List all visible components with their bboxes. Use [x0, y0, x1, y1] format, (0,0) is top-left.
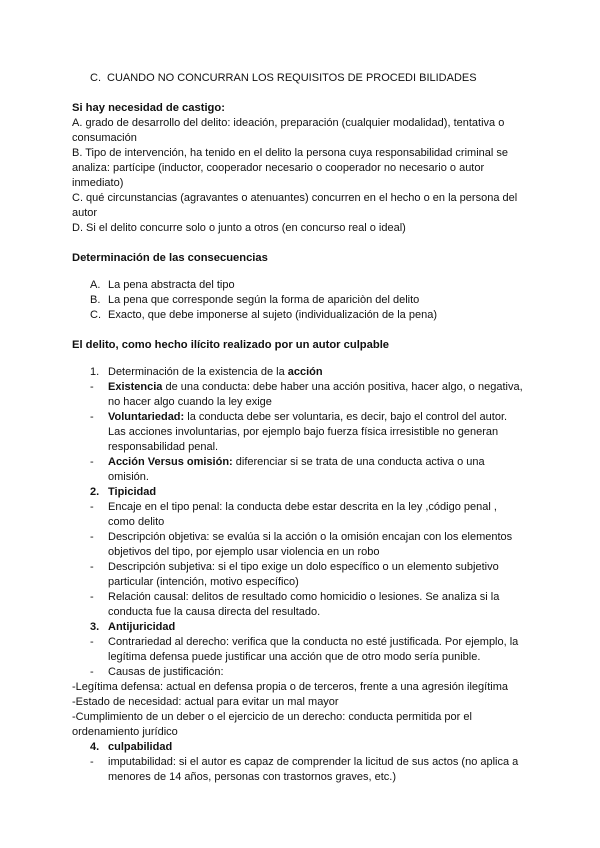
- list-marker: 2.: [90, 486, 100, 498]
- dash-bullet: -: [90, 636, 94, 648]
- list-item-text: responsabilidad penal.: [108, 441, 219, 453]
- paragraph-line: -Legítima defensa: actual en defensa propia o de terceros, frente a una agresión ilegítima: [72, 681, 508, 693]
- dash-bullet: -: [90, 591, 94, 603]
- list-item-text: Exacto, que debe imponerse al sujeto (individualización de la pena): [108, 309, 437, 321]
- list-item-text: Relación causal: delitos de resultado como homicidio o lesiones. Se analiza si la: [108, 591, 500, 603]
- list-marker: 4.: [90, 741, 100, 753]
- list-item-text: La pena abstracta del tipo: [108, 279, 235, 291]
- paragraph-line: ordenamiento jurídico: [72, 726, 178, 738]
- dash-bullet: -: [90, 561, 94, 573]
- list-item-text: Tipicidad: [108, 486, 157, 498]
- dash-bullet: -: [90, 411, 94, 423]
- list-item-text: Determinación de la existencia de la acción: [108, 366, 323, 378]
- dash-bullet: -: [90, 381, 94, 393]
- paragraph-line: A. grado de desarrollo del delito: ideación, preparación (cualquier modalidad), tentativa o: [72, 117, 505, 129]
- list-item-text: Encaje en el tipo penal: la conducta debe estar descrita en la ley ,código penal ,: [108, 501, 497, 513]
- section-heading: Si hay necesidad de castigo:: [72, 102, 225, 114]
- list-item-text: CUANDO NO CONCURRAN LOS REQUISITOS DE PROCEDI BILIDADES: [107, 72, 477, 84]
- list-item-text: La pena que corresponde según la forma de apariciòn del delito: [108, 294, 420, 306]
- list-item-text: Acción Versus omisión: diferenciar si se trata de una conducta activa o una: [108, 456, 485, 468]
- paragraph-line: -Estado de necesidad: actual para evitar un mal mayor: [72, 696, 339, 708]
- list-marker: A.: [90, 279, 101, 291]
- list-item-text: particular (intención, motivo específico): [108, 576, 299, 588]
- list-item-text: omisión.: [108, 471, 149, 483]
- paragraph-line: -Cumplimiento de un deber o el ejercicio de un derecho: conducta permitida por el: [72, 711, 472, 723]
- list-item-text: Existencia de una conducta: debe haber una acción positiva, hacer algo, o negativa,: [108, 381, 523, 393]
- list-marker: 1.: [90, 366, 100, 378]
- list-item-text: Descripción subjetiva: si el tipo exige un dolo específico o un elemento subjetivo: [108, 561, 499, 573]
- paragraph-line: consumación: [72, 132, 137, 144]
- list-marker: C.: [90, 309, 101, 321]
- dash-bullet: -: [90, 456, 94, 468]
- list-item-text: menores de 14 años, personas con trastornos graves, etc.): [108, 771, 396, 783]
- list-item-text: objetivos del tipo, por ejemplo usar violencia en un robo: [108, 546, 380, 558]
- list-item-text: culpabilidad: [108, 741, 173, 753]
- list-item-text: Las acciones involuntarias, por ejemplo bajo fuerza física irresistible no generan: [108, 426, 499, 438]
- list-item-text: no hacer algo cuando la ley exige: [108, 396, 272, 408]
- dash-bullet: -: [90, 756, 94, 768]
- paragraph-line: inmediato): [72, 177, 124, 189]
- list-item-text: Voluntariedad: la conducta debe ser voluntaria, es decir, bajo el control del autor.: [108, 411, 508, 423]
- list-marker: 3.: [90, 621, 100, 633]
- dash-bullet: -: [90, 666, 94, 678]
- list-item-text: Contrariedad al derecho: verifica que la conducta no esté justificada. Por ejemplo, la: [108, 636, 519, 648]
- list-item-text: Descripción objetiva: se evalúa si la acción o la omisión encajan con los elementos: [108, 531, 513, 543]
- dash-bullet: -: [90, 531, 94, 543]
- list-marker: C.: [90, 72, 101, 84]
- list-marker: B.: [90, 294, 101, 306]
- list-item-text: imputabilidad: si el autor es capaz de comprender la licitud de sus actos (no aplica a: [108, 756, 519, 768]
- list-item-text: legítima defensa puede justificar una acción que de otro modo sería punible.: [108, 651, 481, 663]
- paragraph-line: C. qué circunstancias (agravantes o atenuantes) concurren en el hecho o en la persona del: [72, 192, 518, 204]
- paragraph-line: D. Si el delito concurre solo o junto a otros (en concurso real o ideal): [72, 222, 406, 234]
- list-item-text: como delito: [108, 516, 165, 528]
- dash-bullet: -: [90, 501, 94, 513]
- paragraph-line: analiza: partícipe (inductor, cooperador necesario o cooperador no necesario o autor: [72, 162, 485, 174]
- paragraph-line: B. Tipo de intervención, ha tenido en el delito la persona cuya responsabilidad criminal se: [72, 147, 508, 159]
- list-item-text: Causas de justificación:: [108, 666, 224, 678]
- paragraph-line: autor: [72, 207, 98, 219]
- list-item-text: Antijuricidad: [108, 621, 176, 633]
- list-item-text: conducta fue la causa directa del resultado.: [108, 606, 321, 618]
- section-heading: Determinación de las consecuencias: [72, 252, 268, 264]
- section-heading: El delito, como hecho ilícito realizado por un autor culpable: [72, 339, 390, 351]
